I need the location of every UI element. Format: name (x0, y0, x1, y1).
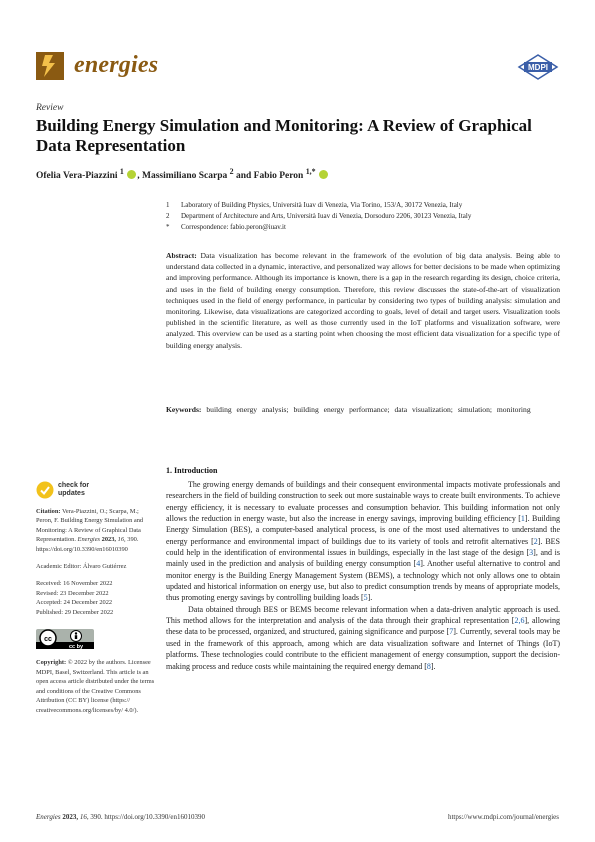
citation-ref-link[interactable]: 5 (363, 593, 368, 603)
affiliation-item (166, 211, 566, 222)
author-name[interactable]: Ofelia Vera-Piazzini (36, 171, 118, 182)
paragraph (166, 604, 560, 672)
affiliation-number: 1 (166, 201, 170, 209)
citation-ref-link[interactable]: 2 (533, 536, 538, 546)
svg-text:cc: cc (44, 636, 52, 644)
paragraph-text: ]. Building Energy Simulation (BES), a computer-based analytical process, is one of the most used alternatives to understand the energy performance and environmental impact of buildings due to its variety of tools and retrofit alternatives [ (166, 514, 560, 546)
citation-ref-link[interactable]: 7 (449, 627, 454, 637)
check-label-line1: check for (58, 482, 90, 489)
date-received: Received: 16 November 2022 (36, 580, 113, 588)
citation-ref-link[interactable]: 3 (529, 548, 534, 558)
author-separator: , (137, 171, 140, 182)
footer-journal: Energies (36, 813, 61, 821)
keywords (166, 404, 560, 415)
paragraph-text: Data obtained through BES or BEMS become relevant information when a data-driven analytic approach is used. This method allows for the interpretation and analysis of the data through their graphical representation [ (166, 604, 560, 626)
paragraph-text: ]. Currently, several tools may be used in the framework of this approach, among which are data visualization software and Internet of Things (IoT) platforms. These technologies could contribute to the efficient management of energy consumption, support the decision-making process and reduce costs while maintaining the required energy demand [ (166, 627, 561, 671)
citation-doi[interactable]: 390. https://doi.org/10.3390/en16010390 (36, 536, 139, 553)
orcid-icon[interactable] (127, 170, 136, 179)
journal-name: energies (74, 52, 159, 78)
author-name[interactable]: Massimiliano Scarpa (141, 171, 228, 182)
journal-logo-icon (36, 52, 64, 80)
citation-label: Citation: (36, 508, 61, 515)
paragraph-text: ]. Another useful alternative to control and monitor energy is the Building Energy Management System (BEMS), a technology which not only allows one to obtain updated and historical information on energy use, but also to predict consumption trends by means of appropriate models, thus promoting energy savings by controlling building loads [ (166, 559, 560, 603)
article-type: Review (36, 103, 64, 113)
citation-ref-link[interactable]: 1 (520, 514, 525, 524)
paragraph-text: ]. (430, 661, 436, 671)
correspondence-text[interactable]: Correspondence: fabio.peron@iuav.it (181, 223, 286, 231)
date-accepted: Accepted: 24 December 2022 (36, 599, 113, 607)
orcid-icon[interactable] (319, 170, 328, 179)
author-name[interactable]: Fabio Peron (253, 171, 304, 182)
dates (36, 579, 156, 617)
author-list (36, 167, 556, 181)
footer-volume: 16, (79, 813, 89, 821)
footer-citation (36, 813, 205, 821)
author-affil-sup: 1 (119, 167, 124, 176)
paragraph-text: ]. (367, 593, 373, 603)
affiliation-item (166, 200, 566, 211)
affiliation-text: Laboratory of Building Physics, Università Iuav di Venezia, Via Torino, 153/A, 30172 Venezia, Italy (181, 201, 463, 209)
footer-journal-url[interactable]: https://www.mdpi.com/journal/energies (447, 813, 559, 821)
copyright (36, 658, 156, 714)
citation-ref-link[interactable]: 4 (416, 559, 421, 569)
paragraph-text: ]. BES could help in the identification of environmental issues in buildings, especially in the last stage of the design [ (166, 536, 561, 558)
citation (36, 507, 156, 554)
citation-year: 2023, (101, 536, 117, 544)
check-for-updates-badge[interactable] (36, 481, 156, 499)
abstract-label: Abstract: (166, 251, 197, 260)
abstract-text: Data visualization has become relevant in the framework of the evolution of big data analysis. Being able to understand data collected in a dynamic, interactive, and personalized way allows for better decisions to be made when optimizing and improving performance. Although its importance is known, there is a gap in the research regarding its design, choice criteria, and uses in the field of building energy consumption. Therefore, this review discusses the state-of-the-art of visualization techniques used in the field of energy performance, in particular by considering two types of building analysis: simulation and monitoring. Likewise, data visualizations are categorized according to goals, level of detail and target users. Visualization tools published in the scientific literature, as well as those currently used in the IoT platforms and visualization software, were analyzed. This overview can be used as a starting point when choosing the most efficient data visualization for a specific type of building energy analysis. (166, 251, 560, 350)
journal-header (36, 44, 559, 90)
affiliation-text: Department of Architecture and Arts, Università Iuav di Venezia, Dorsoduro 2206, 30123 Venezia, Italy (181, 212, 472, 220)
footer-doi[interactable]: 390. https://doi.org/10.3390/en16010390 (90, 813, 205, 821)
paragraph-text: ], and is mainly used in the prediction and analysis of building energy consumption [ (166, 548, 560, 569)
affiliation-number: * (166, 223, 170, 231)
citation-volume: 16, (117, 536, 126, 544)
copyright-label: Copyright: (36, 659, 67, 667)
body-text (166, 479, 560, 672)
paragraph-text: The growing energy demands of buildings and their consequent environmental impacts motivate professionals and researchers in the field of building construction to seek out more sustainable ways to create built environments. To achieve energy efficiency, it is necessary to evaluate processes and consumption behavior. This building information not only allows the reduction in energy waste, but also the increase in energy savings, improving building efficiency [ (166, 480, 560, 524)
affiliation-number: 2 (166, 212, 170, 220)
article-title: Building Energy Simulation and Monitoring: A Review of Graphical Data Representation (36, 116, 532, 155)
mdpi-logo-icon (517, 54, 559, 80)
author-affil-sup: 2 (229, 167, 234, 176)
citation-journal: Energies (77, 536, 101, 544)
date-revised: Revised: 23 December 2022 (36, 589, 109, 597)
check-label-line2: updates (58, 490, 85, 497)
paragraph (166, 479, 560, 604)
citation-text: Vera-Piazzini, O.; Scarpa, M.; Peron, F. Building Energy Simulation and Monitoring: A Review of Graphical Data Representation. (36, 508, 144, 544)
abstract (166, 250, 560, 351)
paragraph-text: ], allowing these data to be processed, organized, and structured, gaining significance and purpose [ (166, 616, 560, 637)
sidebar (36, 481, 156, 715)
check-for-updates-icon (36, 481, 54, 499)
affiliations (166, 200, 566, 233)
author-affil-sup: 1,* (305, 167, 316, 176)
affiliation-item (166, 222, 566, 233)
cc-by-license-icon[interactable] (36, 629, 94, 649)
keywords-text: building energy analysis; building energy performance; data visualization; simulation; monitoring (206, 405, 531, 414)
author-separator: and (235, 171, 252, 182)
mdpi-logo-text: MDPI (528, 63, 548, 72)
date-published: Published: 29 December 2022 (36, 608, 114, 616)
keywords-label: Keywords: (166, 405, 202, 414)
cc-logo-text: cc by (68, 644, 84, 650)
footer-year: 2023, (62, 813, 79, 821)
copyright-text: © 2022 by the authors. Licensee MDPI, Basel, Switzerland. This article is an open access article distributed under the terms and conditions of the Creative Commons Attribution (CC BY) license (https:// creativecommons.org/licenses/by/ 4.0/). (36, 659, 155, 714)
academic-editor: Academic Editor: Álvaro Gutiérrez (36, 563, 127, 571)
section-heading: 1. Introduction (166, 466, 218, 475)
citation-ref-link[interactable]: 8 (426, 661, 431, 671)
citation-ref-link[interactable]: 2,6 (514, 616, 525, 626)
